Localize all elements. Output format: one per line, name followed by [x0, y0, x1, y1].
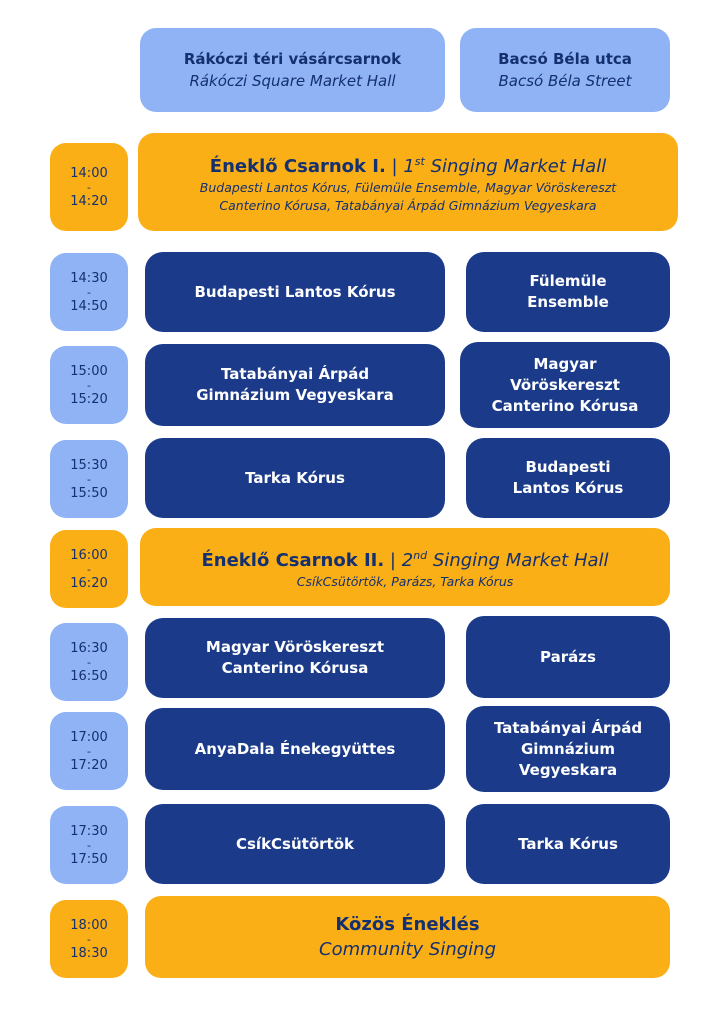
venue-name-hu: Bacsó Béla utca [498, 50, 632, 68]
header-venue-bacso [460, 28, 670, 112]
performance-bacso: Fülemüle Ensemble [466, 252, 670, 332]
venue-name-en: Rákóczi Square Market Hall [189, 72, 396, 90]
performance-rakoczi: Budapesti Lantos Kórus [145, 252, 445, 332]
time-badge: 14:30 - 14:50 [50, 253, 128, 331]
hall-title: Éneklő Csarnok II. | 2nd Singing Market Hall [201, 548, 609, 571]
community-title-hu: Közös Éneklés [335, 914, 480, 935]
hall-title: Éneklő Csarnok I. | 1st Singing Market Hall [209, 154, 607, 177]
time-badge: 16:00 - 16:20 [50, 530, 128, 608]
venue-name-en: Bacsó Béla Street [498, 72, 632, 90]
community-title-en: Community Singing [319, 939, 496, 960]
singing-hall-1-block [138, 133, 678, 231]
performance-bacso: Budapesti Lantos Kórus [466, 438, 670, 518]
time-badge: 14:00 - 14:20 [50, 143, 128, 231]
performance-bacso: Magyar Vöröskereszt Canterino Kórusa [460, 342, 670, 428]
community-singing-block [145, 896, 670, 978]
performance-rakoczi: AnyaDala Énekegyüttes [145, 708, 445, 790]
hall-choirs: Budapesti Lantos Kórus, Fülemüle Ensemble, Magyar Vöröskereszt Canterino Kórusa, Tatabányai Árpád Gimnázium Vegyeskara [199, 179, 617, 213]
performance-bacso: Tatabányai Árpád Gimnázium Vegyeskara [466, 706, 670, 792]
singing-hall-2-block [140, 528, 670, 606]
time-badge: 15:30 - 15:50 [50, 440, 128, 518]
hall-choirs: CsíkCsütörtök, Parázs, Tarka Kórus [296, 573, 514, 589]
venue-name-hu: Rákóczi téri vásárcsarnok [183, 50, 402, 68]
header-venue-rakoczi [140, 28, 445, 112]
time-badge: 18:00 - 18:30 [50, 900, 128, 978]
time-badge: 16:30 - 16:50 [50, 623, 128, 701]
performance-bacso: Tarka Kórus [466, 804, 670, 884]
time-badge: 17:00 - 17:20 [50, 712, 128, 790]
performance-bacso: Parázs [466, 616, 670, 698]
performance-rakoczi: Tarka Kórus [145, 438, 445, 518]
time-badge: 15:00 - 15:20 [50, 346, 128, 424]
performance-rakoczi: Magyar Vöröskereszt Canterino Kórusa [145, 618, 445, 698]
performance-rakoczi: CsíkCsütörtök [145, 804, 445, 884]
performance-rakoczi: Tatabányai Árpád Gimnázium Vegyeskara [145, 344, 445, 426]
time-badge: 17:30 - 17:50 [50, 806, 128, 884]
